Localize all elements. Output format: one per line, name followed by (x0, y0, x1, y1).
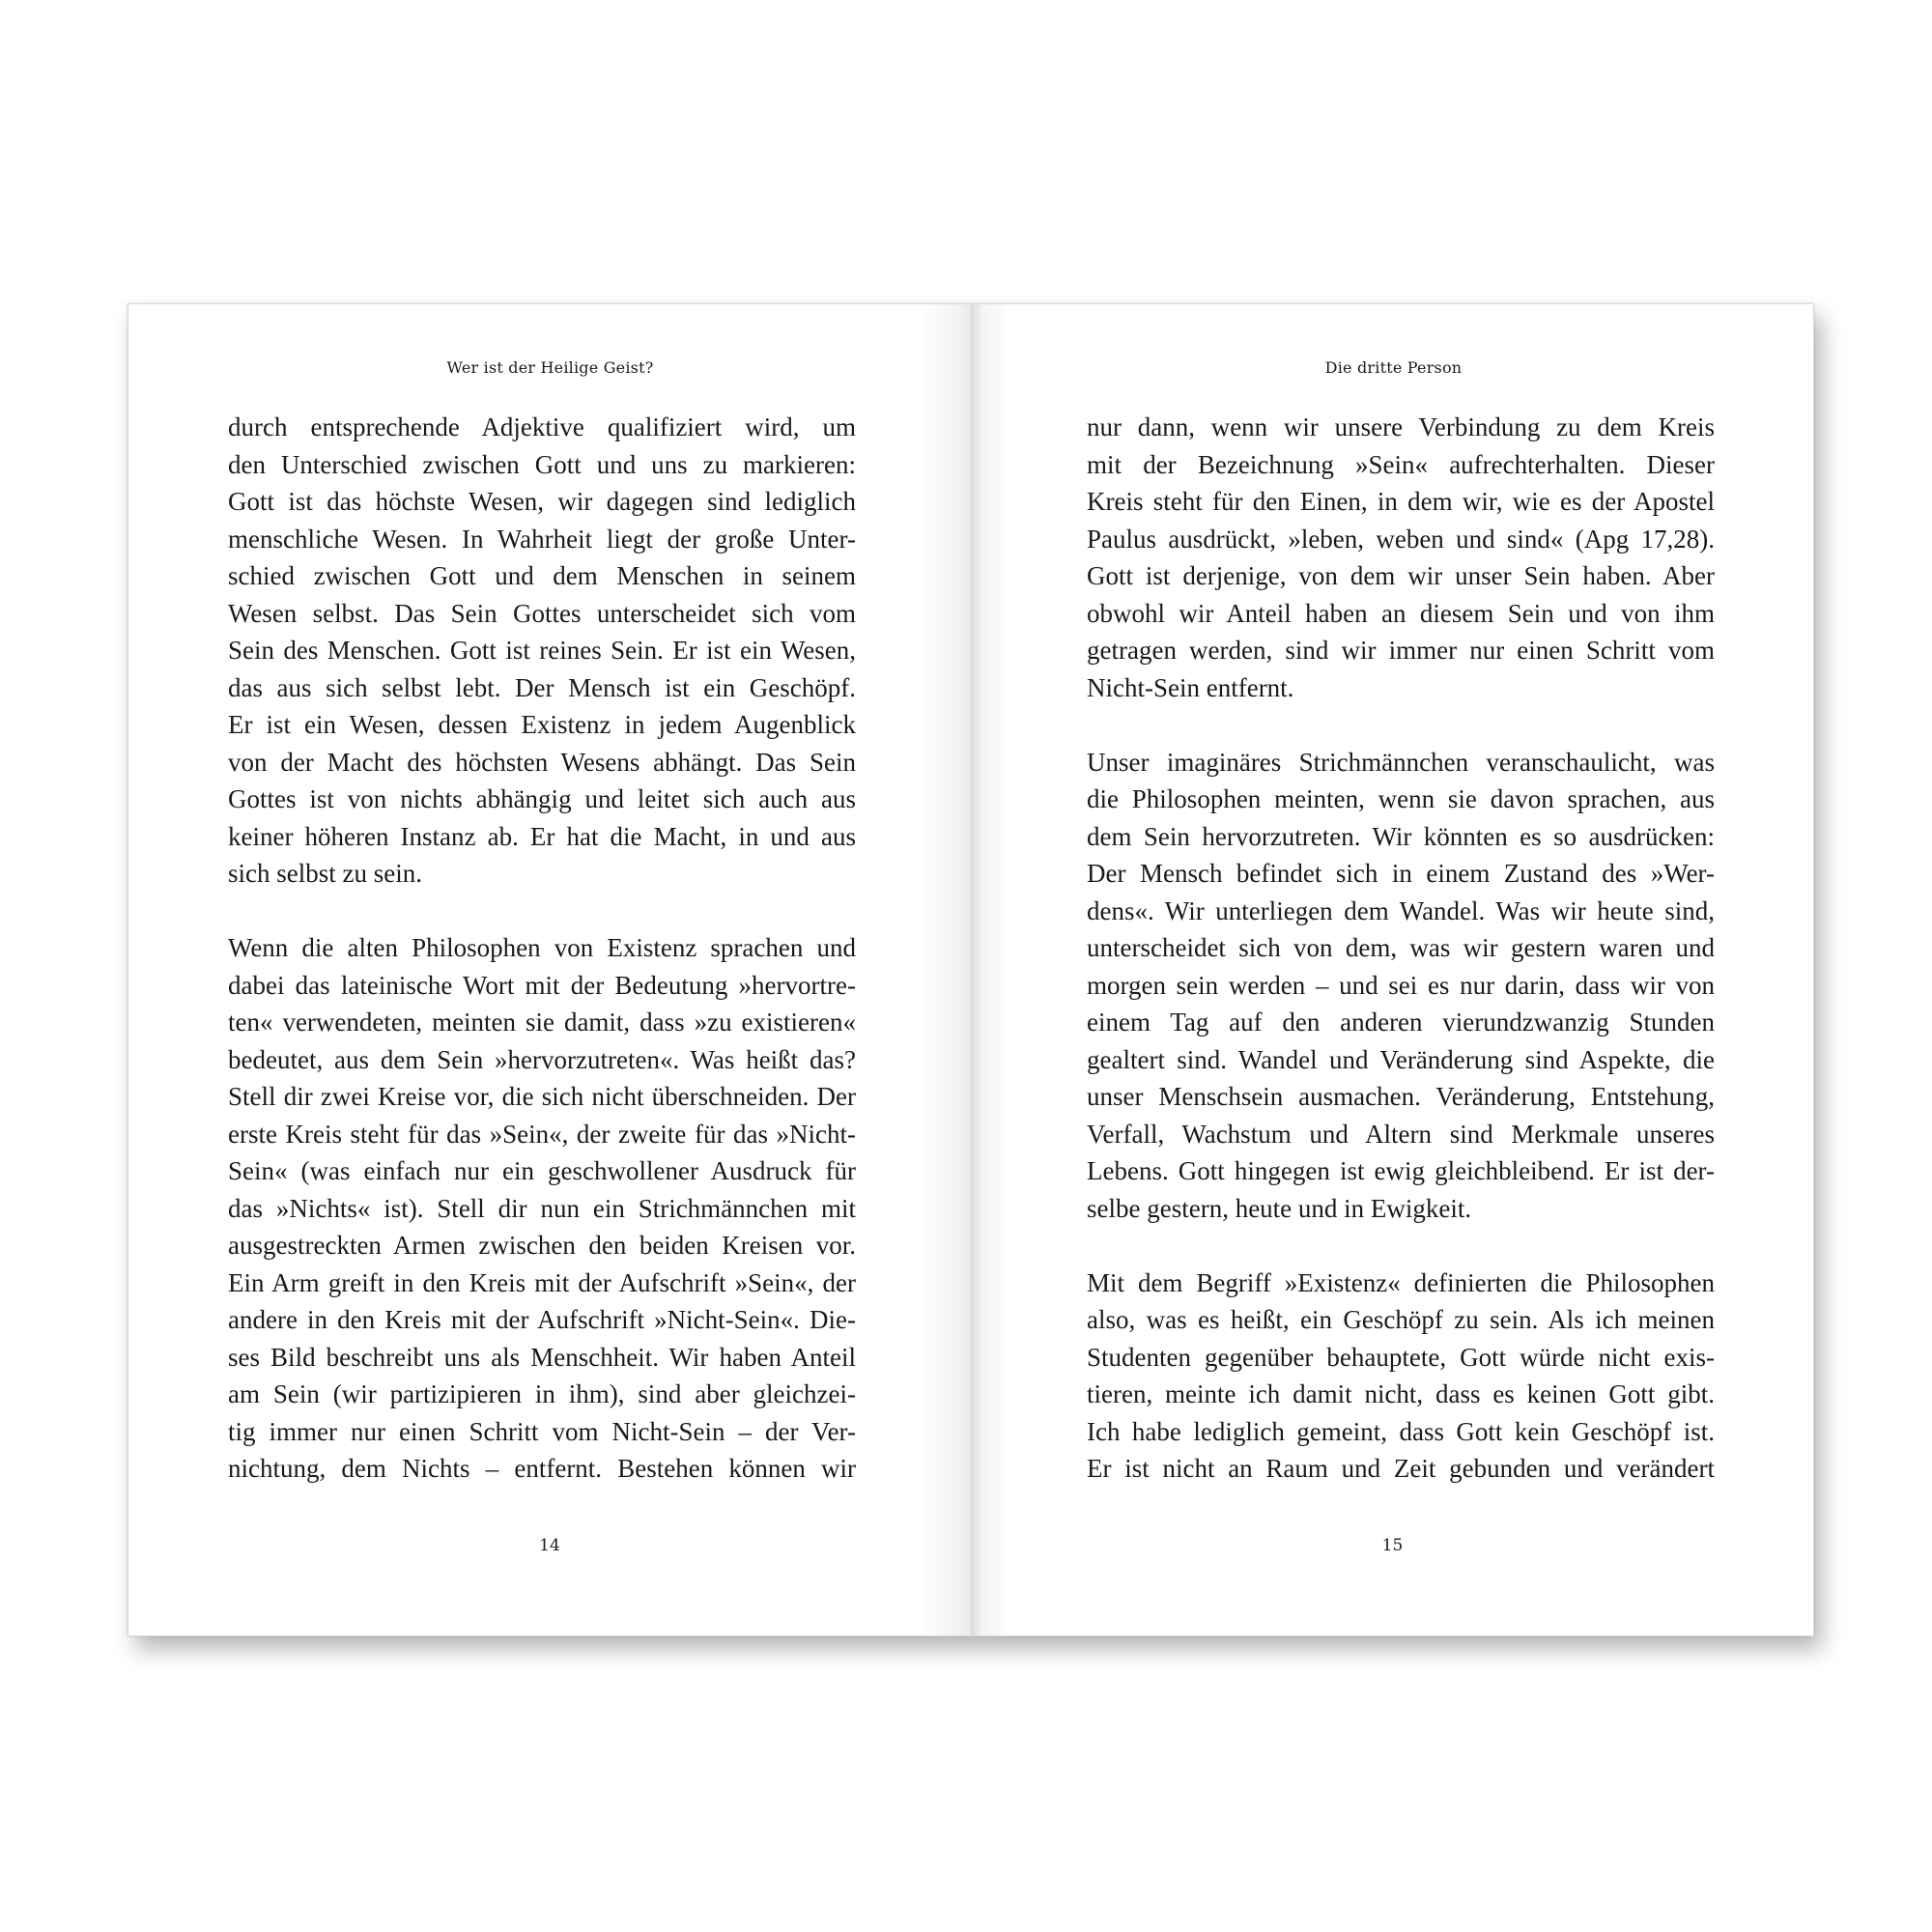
paragraph (1087, 744, 1715, 1228)
text-line: Paulus ausdrückt, »leben, weben und sind« (Apg 17,28). (1087, 524, 1715, 554)
text-line: getragen werden, sind wir immer nur einen Schritt vom (1087, 636, 1715, 665)
text-line: Kreis steht für den Einen, in dem wir, wie es der Apostel (1087, 487, 1715, 516)
text-line: dem Sein hervorzutreten. Wir könnten es so ausdrücken: (1087, 821, 1715, 851)
text-line: mit der Bezeichnung »Sein« aufrechterhalten. Dieser (1087, 449, 1715, 479)
page-number-left: 14 (539, 1536, 560, 1555)
text-line: ses Bild beschreibt uns als Menschheit. Wir haben Anteil (228, 1342, 856, 1372)
text-line: den Unterschied zwischen Gott und uns zu markieren: (228, 449, 856, 479)
text-line: Wenn die alten Philosophen von Existenz sprachen und (228, 933, 856, 962)
text-line: Sein« (was einfach nur ein geschwollener Ausdruck für (228, 1156, 856, 1185)
text-line: von der Macht des höchsten Wesens abhängt. Das Sein (228, 747, 856, 777)
text-line: obwohl wir Anteil haben an diesem Sein und von ihm (1087, 598, 1715, 628)
text-line: Stell dir zwei Kreise vor, die sich nicht überschneiden. Der (228, 1082, 856, 1111)
left-page (128, 303, 971, 1636)
text-line: tieren, meinte ich damit nicht, dass es keinen Gott gibt. (1087, 1379, 1715, 1408)
text-line: ausgestreckten Armen zwischen den beiden Kreisen vor. (228, 1231, 856, 1260)
text-line: einem Tag auf den anderen vierundzwanzig Stunden (1087, 1008, 1715, 1037)
text-line: also, was es heißt, ein Geschöpf zu sein. Als ich meinen (1087, 1305, 1715, 1334)
text-line: gealtert sind. Wandel und Veränderung sind Aspekte, die (1087, 1044, 1715, 1074)
text-line: selbe gestern, heute und in Ewigkeit. (1087, 1193, 1472, 1223)
text-line: schied zwischen Gott und dem Menschen in seinem (228, 561, 856, 590)
text-line: tig immer nur einen Schritt vom Nicht-Sein – der Ver- (228, 1416, 856, 1446)
right-page-text (1087, 409, 1715, 1488)
paragraph-gap (1087, 1227, 1715, 1264)
text-line: Gott ist derjenige, von dem wir unser Sein haben. Aber (1087, 561, 1715, 590)
paragraph (1087, 1264, 1715, 1488)
text-line: Gott ist das höchste Wesen, wir dagegen sind lediglich (228, 487, 856, 516)
text-line: Ich habe lediglich gemeint, dass Gott kein Geschöpf ist. (1087, 1416, 1715, 1446)
text-line: dabei das lateinische Wort mit der Bedeutung »hervortre- (228, 970, 856, 1000)
paragraph (228, 929, 856, 1488)
text-line: am Sein (wir partizipieren in ihm), sind aber gleichzei- (228, 1379, 856, 1408)
text-line: keiner höheren Instanz ab. Er hat die Macht, in und aus (228, 821, 856, 851)
text-line: erste Kreis steht für das »Sein«, der zweite für das »Nicht- (228, 1119, 856, 1149)
text-line: Gottes ist von nichts abhängig und leitet sich auch aus (228, 784, 856, 813)
running-head-left: Wer ist der Heilige Geist? (446, 358, 654, 377)
text-line: menschliche Wesen. In Wahrheit liegt der große Unter- (228, 524, 856, 554)
text-line: Ein Arm greift in den Kreis mit der Aufschrift »Sein«, der (228, 1267, 856, 1297)
text-line: Er ist ein Wesen, dessen Existenz in jedem Augenblick (228, 710, 856, 739)
text-line: dens«. Wir unterliegen dem Wandel. Was wir heute sind, (1087, 895, 1715, 925)
text-line: Der Mensch befindet sich in einem Zustand des »Wer- (1087, 859, 1715, 888)
text-line: Lebens. Gott hingegen ist ewig gleichbleibend. Er ist der- (1087, 1156, 1715, 1185)
text-line: Er ist nicht an Raum und Zeit gebunden und verändert (1087, 1454, 1715, 1483)
book-spread (128, 303, 1814, 1636)
text-line: die Philosophen meinten, wenn sie davon sprachen, aus (1087, 784, 1715, 813)
right-page (971, 303, 1814, 1636)
text-line: Mit dem Begriff »Existenz« definierten die Philosophen (1087, 1267, 1715, 1297)
page-number-right: 15 (1381, 1536, 1404, 1555)
text-line: durch entsprechende Adjektive qualifiziert wird, um (228, 412, 856, 441)
text-line: ten« verwendeten, meinten sie damit, dass »zu existieren« (228, 1008, 856, 1037)
paragraph (1087, 409, 1715, 706)
text-line: Studenten gegenüber behauptete, Gott würde nicht exis- (1087, 1342, 1715, 1372)
text-line: unterscheidet sich von dem, was wir gestern waren und (1087, 933, 1715, 962)
text-line: unser Menschsein ausmachen. Veränderung, Entstehung, (1087, 1082, 1715, 1111)
text-line: sich selbst zu sein. (228, 859, 422, 888)
paragraph (228, 409, 856, 893)
text-line: Unser imaginäres Strichmännchen veranschaulicht, was (1087, 747, 1715, 777)
text-line: Nicht-Sein entfernt. (1087, 672, 1294, 702)
text-line: bedeutet, aus dem Sein »hervorzutreten«. Was heißt das? (228, 1044, 856, 1074)
text-line: andere in den Kreis mit der Aufschrift »Nicht-Sein«. Die- (228, 1305, 856, 1334)
text-line: Wesen selbst. Das Sein Gottes unterscheidet sich vom (228, 598, 856, 628)
text-line: das aus sich selbst lebt. Der Mensch ist ein Geschöpf. (228, 672, 856, 702)
text-line: nur dann, wenn wir unsere Verbindung zu dem Kreis (1087, 412, 1715, 441)
running-head-right: Die dritte Person (1324, 358, 1463, 377)
text-line: Verfall, Wachstum und Altern sind Merkmale unseres (1087, 1119, 1715, 1149)
text-line: morgen sein werden – und sei es nur darin, dass wir von (1087, 970, 1715, 1000)
text-line: Sein des Menschen. Gott ist reines Sein. Er ist ein Wesen, (228, 636, 856, 665)
text-line: das »Nichts« ist). Stell dir nun ein Strichmännchen mit (228, 1193, 856, 1223)
text-line: nichtung, dem Nichts – entfernt. Bestehen können wir (228, 1454, 856, 1483)
paragraph-gap (228, 893, 856, 930)
paragraph-gap (1087, 706, 1715, 744)
left-page-text (228, 409, 856, 1488)
